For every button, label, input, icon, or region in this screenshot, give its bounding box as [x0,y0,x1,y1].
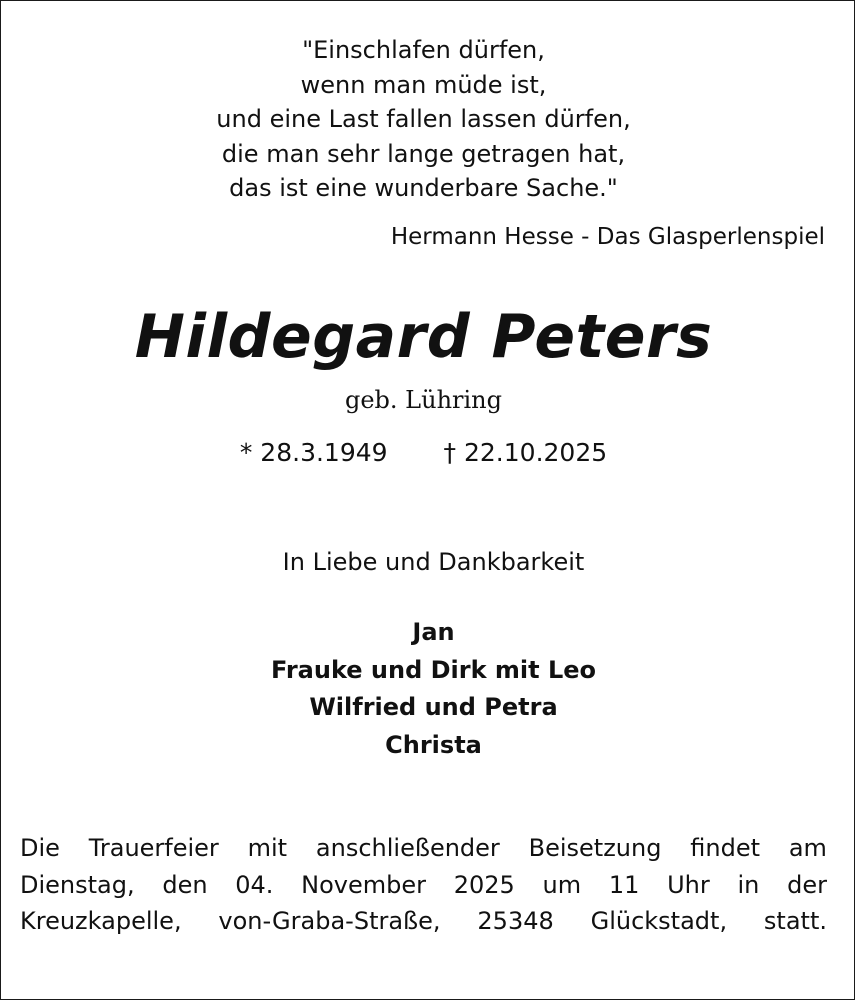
notice-word: Kreuzkapelle, [20,907,182,935]
notice-word: November [301,870,427,899]
death-date: † 22.10.2025 [443,438,608,467]
mourners-list [1,614,855,764]
notice-word: 2025 [453,870,515,899]
notice-line [20,867,827,904]
notice-word: 11 [608,870,640,899]
birth-date: * 28.3.1949 [239,438,388,467]
notice-word: von-Graba-Straße, [218,907,441,935]
notice-line [20,903,827,940]
notice-word: 04. [235,870,274,899]
notice-word: Beisetzung [528,834,662,862]
notice-word: Trauerfeier [88,834,219,862]
notice-line [20,830,827,867]
notice-word: mit [247,834,288,862]
notice-word: Uhr [667,870,710,899]
life-dates [1,434,846,472]
notice-word: Glückstadt, [590,907,728,935]
notice-word: Die [20,834,60,862]
mourner-name: Frauke und Dirk mit Leo [270,655,597,684]
quote-block [1,33,846,206]
notice-word: den [162,870,208,899]
notice-word: am [788,834,827,862]
quote-attribution: Hermann Hesse - Das Glasperlenspiel [390,224,825,250]
quote-line: die man sehr lange getragen hat, [221,139,626,168]
deceased-name: Hildegard Peters [134,302,713,372]
mourner-name: Wilfried und Petra [309,693,558,721]
mourner-name: Christa [385,730,482,759]
quote-line: wenn man müde ist, [300,70,547,99]
notice-word: statt. [763,907,827,935]
funeral-notice [20,830,827,940]
quote-line: das ist eine wunderbare Sache." [229,174,618,203]
dedication-text: In Liebe und Dankbarkeit [282,548,585,576]
quote-line: und eine Last fallen lassen dürfen, [216,105,631,134]
maiden-name: geb. Lühring [344,386,502,414]
notice-word: der [787,870,827,899]
quote-line: "Einschlafen dürfen, [302,36,545,64]
notice-word: um [542,870,582,899]
notice-word: in [737,870,760,899]
notice-word: findet [690,834,761,862]
notice-word: Dienstag, [20,870,135,899]
notice-word: anschließender [315,834,500,862]
mourner-name: Jan [412,618,455,646]
notice-word: 25348 [477,907,554,935]
